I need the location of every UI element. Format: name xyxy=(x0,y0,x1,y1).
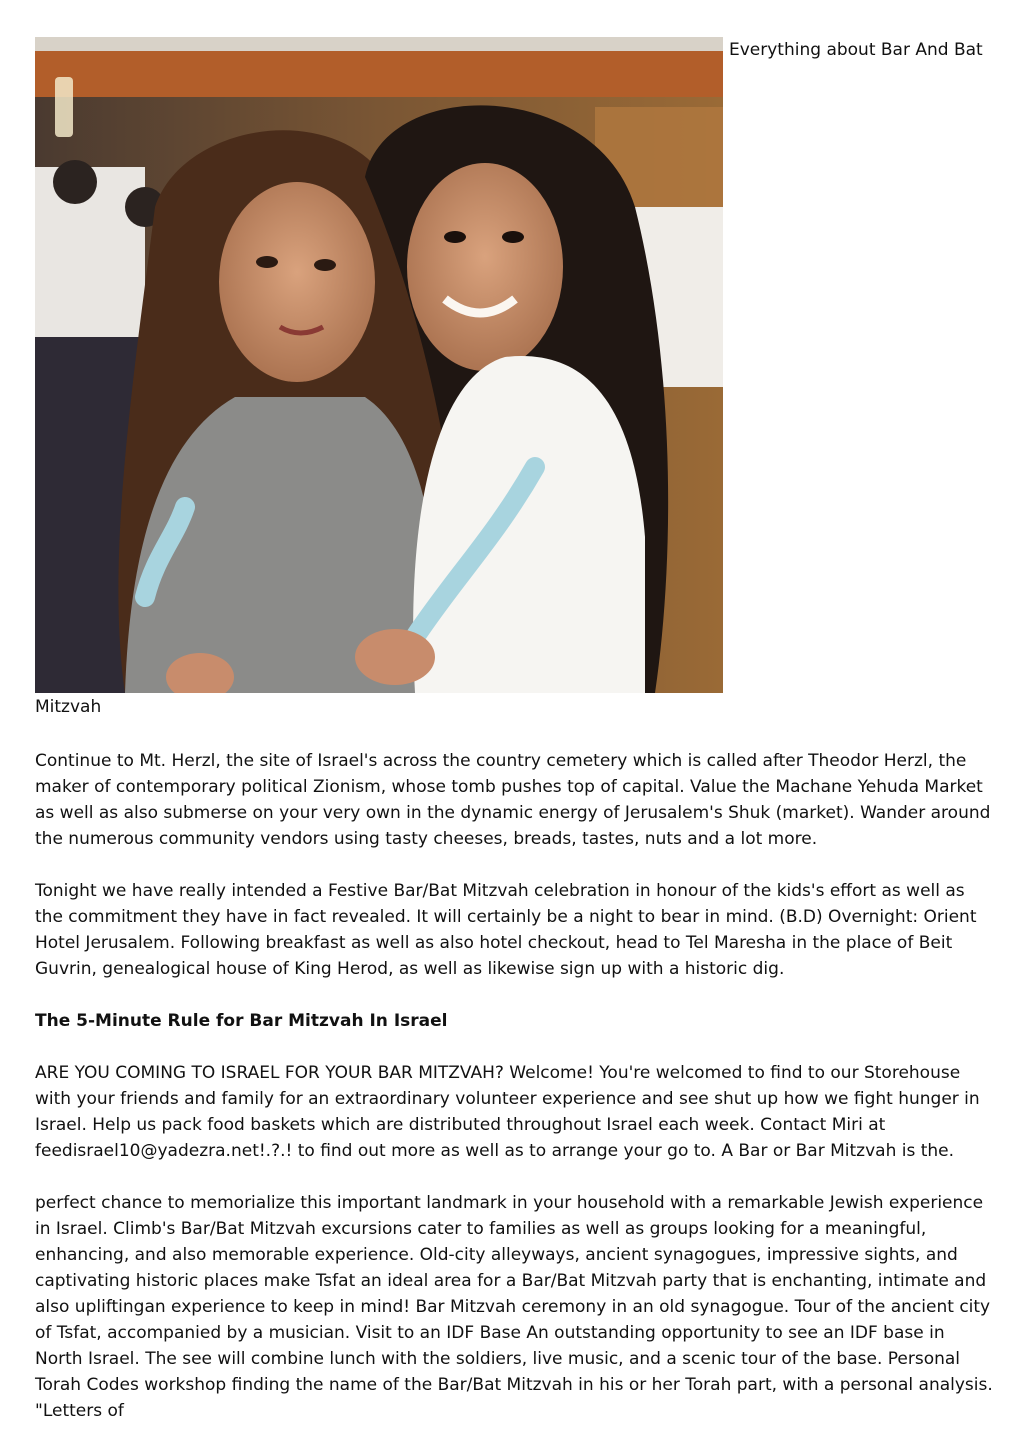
section-heading: The 5-Minute Rule for Bar Mitzvah In Israel xyxy=(35,1011,448,1031)
paragraph-mt-herzl: Continue to Mt. Herzl, the site of Israel's across the country cemetery which is called after Theodor Herzl, the maker of contemporary political Zionism, whose tomb pushes top of capital. Value the Machane Yehuda Market as well as also submerse on your very own in the dynamic energy of Jerusalem's Shuk (market). Wander around the numerous community vendors using tasty cheeses, breads, tastes, nuts and a lot more. xyxy=(35,751,991,849)
document-title-end: Mitzvah xyxy=(35,697,102,717)
photo-girls-candles xyxy=(35,37,723,693)
photo-image xyxy=(35,37,723,693)
paragraph-welcome: ARE YOU COMING TO ISRAEL FOR YOUR BAR MITZVAH? Welcome! You're welcomed to find to our Storehouse with your friends and family for an extraordinary volunteer experience and see shut up how we fight hunger in Israel. Help us pack food baskets which are distributed throughout Israel each week. Contact Miri at feedisrael10@yadezra.net!.?.! to find out more as well as to arrange your go to. A Bar or Bar Mitzvah is the. xyxy=(35,1063,980,1161)
document-title-start: Everything about Bar And Bat xyxy=(729,40,983,60)
paragraph-tsfat-tours: perfect chance to memorialize this important landmark in your household with a remarkable Jewish experience in Israel. Climb's Bar/Bat Mitzvah excursions cater to families as well as groups looking for a meaningful, enhancing, and also memorable experience. Old-city alleyways, ancient synagogues, impressive sights, and captivating historic places make Tsfat an ideal area for a Bar/Bat Mitzvah party that is enchanting, intimate and also upliftingan experience to keep in mind! Bar Mitzvah ceremony in an old synagogue. Tour of the ancient city of Tsfat, accompanied by a musician. Visit to an IDF Base An outstanding opportunity to see an IDF base in North Israel. The see will combine lunch with the soldiers, live music, and a scenic tour of the base. Personal Torah Codes workshop finding the name of the Bar/Bat Mitzvah in his or her Torah part, with a personal analysis. "Letters of xyxy=(35,1193,993,1421)
article-body xyxy=(35,748,995,1450)
paragraph-festive-celebration: Tonight we have really intended a Festive Bar/Bat Mitzvah celebration in honour of the kids's effort as well as the commitment they have in fact revealed. It will certainly be a night to bear in mind. (B.D) Overnight: Orient Hotel Jerusalem. Following breakfast as well as also hotel checkout, head to Tel Maresha in the place of Beit Guvrin, genealogical house of King Herod, as well as likewise sign up with a historic dig. xyxy=(35,881,977,979)
